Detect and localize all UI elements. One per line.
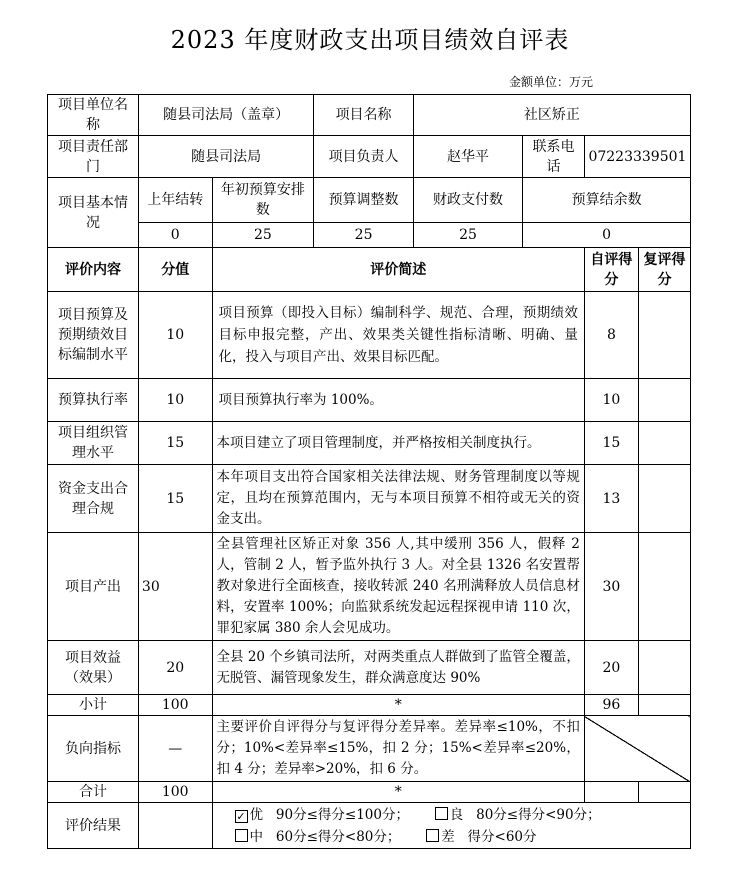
- checkbox-excellent[interactable]: [235, 810, 248, 823]
- option-good-range: 80分≤得分<90分；: [476, 806, 601, 823]
- result-line-1: [235, 804, 687, 826]
- row-desc: 项目预算执行率为 100%。: [212, 379, 584, 422]
- result-row: [48, 803, 691, 849]
- project-phone-label: 联系电话: [523, 136, 585, 178]
- row-desc: 本项目建立了项目管理制度，并严格按相关制度执行。: [212, 422, 584, 465]
- row-content: 预算执行率: [48, 379, 139, 422]
- project-unit-value: 随县司法局（盖章）: [138, 95, 313, 136]
- project-unit-label: 项目单位名称: [48, 95, 139, 136]
- project-dept-row: [48, 136, 691, 178]
- subtotal-review-score: [638, 695, 690, 716]
- option-excellent-range: 90分≤得分≤100分；: [275, 806, 409, 823]
- row-content: 项目产出: [48, 533, 139, 641]
- row-review-score: [638, 641, 690, 695]
- eval-header-desc: 评价简述: [212, 248, 584, 292]
- row-review-score: [638, 465, 690, 533]
- subtotal-row: [48, 695, 691, 716]
- row-desc: 项目预算（即投入目标）编制科学、规范、合理，预期绩效目标申报完整，产出、效果类关键性指标清晰、明确、量化，投入与项目产出、效果目标匹配。: [212, 292, 584, 379]
- row-content: 项目组织管理水平: [48, 422, 139, 465]
- option-excellent-name: 优: [249, 806, 264, 823]
- table-row: [48, 292, 691, 379]
- basic-header-carryover: 上年结转: [138, 178, 212, 223]
- basic-value-initial-budget: 25: [212, 223, 314, 248]
- total-label: 合计: [48, 782, 139, 803]
- amount-unit-note: 金额单位：万元: [509, 75, 594, 89]
- table-row: [48, 641, 691, 695]
- row-review-score: [638, 422, 690, 465]
- eval-header-score: 分值: [138, 248, 212, 292]
- basic-value-adjustment: 25: [314, 223, 414, 248]
- evaluation-table: [47, 94, 691, 849]
- row-score: 20: [138, 641, 212, 695]
- negative-label: 负向指标: [48, 716, 139, 782]
- table-row: [48, 465, 691, 533]
- basic-header-initial-budget: 年初预算安排数: [212, 178, 314, 223]
- page-title: 2023 年度财政支出项目绩效自评表: [170, 26, 570, 54]
- total-self-score: [584, 782, 638, 803]
- row-self-score: 8: [584, 292, 638, 379]
- row-score: 15: [138, 422, 212, 465]
- row-self-score: 30: [584, 533, 638, 641]
- project-dept-value: 随县司法局: [138, 136, 313, 178]
- result-line-2: [235, 826, 687, 848]
- eval-header-row: [48, 248, 691, 292]
- basic-header-balance: 预算结余数: [523, 178, 691, 223]
- negative-desc: 主要评价自评得分与复评得分差异率。差异率≤10%，不扣分；10%<差异率≤15%，扣 2 分；15%<差异率≤20%，扣 4 分；差异率>20%，扣 6 分。: [212, 716, 584, 782]
- table-row: [48, 533, 691, 641]
- row-content: 项目效益（效果）: [48, 641, 139, 695]
- row-desc: 全县管理社区矫正对象 356 人,其中缓刑 356 人，假释 2 人，管制 2 人，暂予监外执行 3 人。对全县 1326 名安置帮教对象进行全面核查，接收转派 240 名刑满释放人员信息材料，安置率 100%；向监狱系统发起远程探视申请 110 次，罪犯家属 380 余人会见成功。: [212, 533, 584, 641]
- check-icon: ✓: [236, 809, 246, 823]
- basic-info-label: 项目基本情况: [48, 178, 139, 248]
- row-self-score: 10: [584, 379, 638, 422]
- project-leader-value: 赵华平: [413, 136, 522, 178]
- option-poor-range: 得分<60分: [467, 828, 537, 845]
- subtotal-score: 100: [138, 695, 212, 716]
- row-score: 10: [138, 292, 212, 379]
- eval-header-self: 自评得分: [584, 248, 638, 292]
- row-review-score: [638, 292, 690, 379]
- basic-header-adjustment: 预算调整数: [314, 178, 414, 223]
- checkbox-poor[interactable]: [426, 829, 439, 842]
- total-desc: *: [212, 782, 584, 803]
- eval-header-content: 评价内容: [48, 248, 139, 292]
- row-review-score: [638, 533, 690, 641]
- basic-info-header-row: [48, 178, 691, 223]
- basic-info-values-row: [48, 223, 691, 248]
- option-medium-name: 中: [249, 828, 264, 845]
- total-row: [48, 782, 691, 803]
- basic-header-payment: 财政支付数: [413, 178, 522, 223]
- option-good-name: 良: [449, 806, 464, 823]
- project-phone-value: 07223339501: [584, 136, 690, 178]
- option-medium-range: 60分≤得分<80分；: [275, 828, 401, 845]
- row-content: 项目预算及预期绩效目标编制水平: [48, 292, 139, 379]
- row-desc: 全县 20 个乡镇司法所，对两类重点人群做到了监管全覆盖，无脱管、漏管现象发生，群众满意度达 90%: [212, 641, 584, 695]
- row-score: 30: [138, 533, 212, 641]
- project-name-value: 社区矫正: [413, 95, 690, 136]
- option-poor-name: 差: [441, 828, 455, 845]
- basic-value-carryover: 0: [138, 223, 212, 248]
- negative-score: —: [138, 716, 212, 782]
- project-leader-label: 项目负责人: [314, 136, 414, 178]
- result-spacer: [138, 803, 212, 849]
- checkbox-medium[interactable]: [235, 829, 248, 842]
- row-review-score: [638, 379, 690, 422]
- row-score: 10: [138, 379, 212, 422]
- eval-header-review: 复评得分: [638, 248, 690, 292]
- row-self-score: 20: [584, 641, 638, 695]
- basic-value-balance: 0: [523, 223, 691, 248]
- result-label: 评价结果: [48, 803, 139, 849]
- total-review-score: [638, 782, 690, 803]
- checkbox-good[interactable]: [435, 807, 448, 820]
- project-name-label: 项目名称: [314, 95, 414, 136]
- project-dept-label: 项目责任部门: [48, 136, 139, 178]
- subtotal-self-score: 96: [584, 695, 638, 716]
- row-desc: 本年项目支出符合国家相关法律法规、财务管理制度以等规定，且均在预算范围内，无与本项目预算不相符或无关的资金支出。: [212, 465, 584, 533]
- total-score: 100: [138, 782, 212, 803]
- project-unit-row: [48, 95, 691, 136]
- row-content: 资金支出合理合规: [48, 465, 139, 533]
- result-options: [212, 803, 690, 849]
- row-self-score: 13: [584, 465, 638, 533]
- subtotal-desc: *: [212, 695, 584, 716]
- subtotal-label: 小计: [48, 695, 139, 716]
- negative-diagonal-cell: [584, 716, 690, 782]
- table-row: [48, 422, 691, 465]
- row-self-score: 15: [584, 422, 638, 465]
- negative-indicator-row: [48, 716, 691, 782]
- basic-value-payment: 25: [413, 223, 522, 248]
- row-score: 15: [138, 465, 212, 533]
- table-row: [48, 379, 691, 422]
